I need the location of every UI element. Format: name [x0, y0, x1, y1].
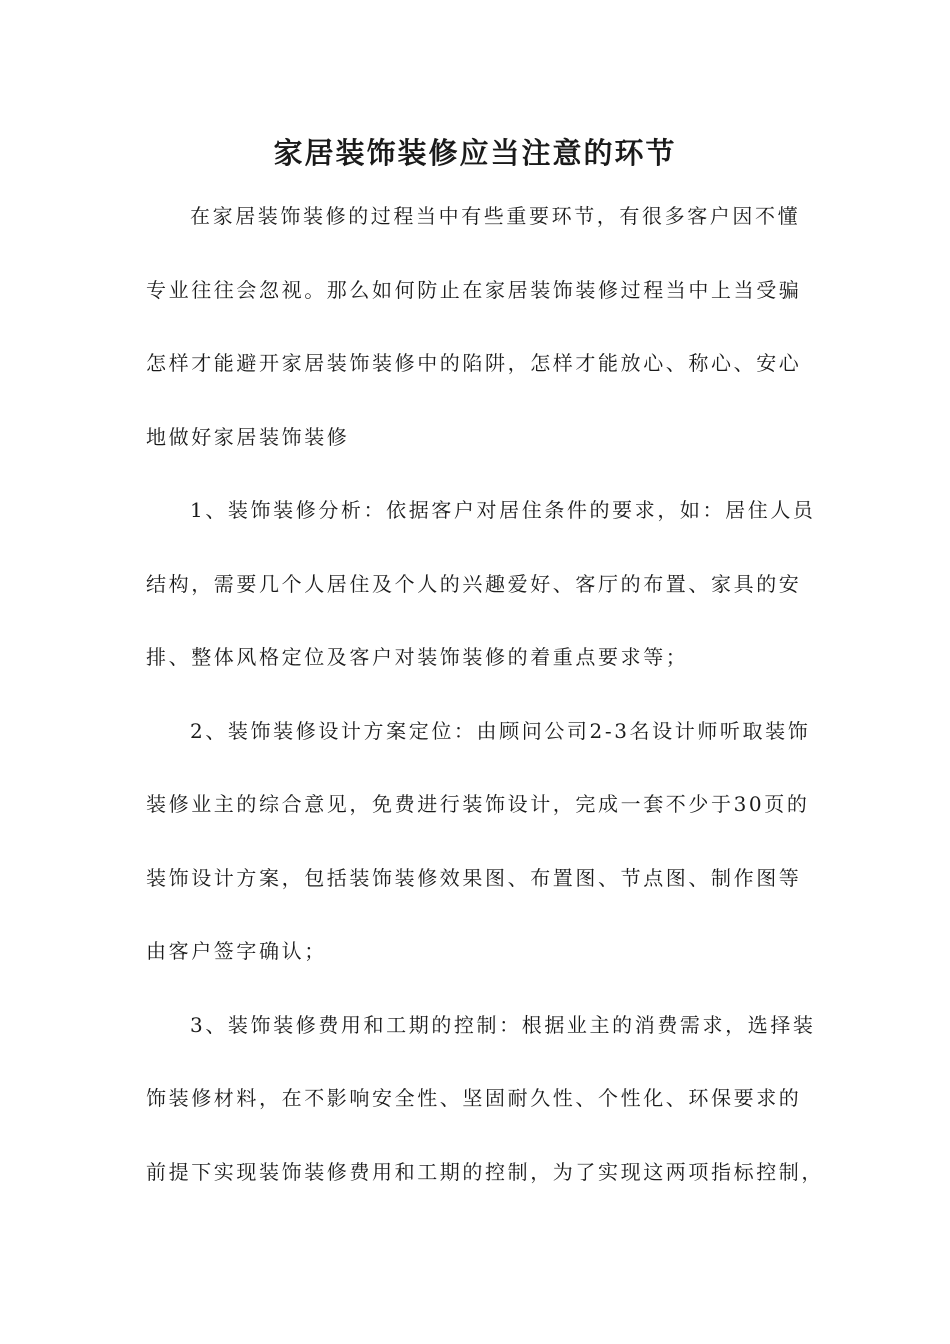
paragraph-2-line-2: 装修业主的综合意见，免费进行装饰设计，完成一套不少于30页的 — [146, 792, 810, 816]
paragraph-2-line-3: 装饰设计方案，包括装饰装修效果图、布置图、节点图、制作图等 — [146, 865, 802, 890]
paragraph-1-line-1: 1、装饰装修分析：依据客户对居住条件的要求，如：居住人员 — [190, 498, 816, 522]
paragraph-1-line-2: 结构，需要几个人居住及个人的兴趣爱好、客厅的布置、家具的安 — [146, 571, 802, 596]
paragraph-intro-line-4: 地做好家居装饰装修 — [146, 424, 350, 449]
paragraph-3-line-3: 前提下实现装饰装修费用和工期的控制，为了实现这两项指标控制， — [146, 1159, 824, 1184]
paragraph-3-line-2: 饰装修材料，在不影响安全性、坚固耐久性、个性化、环保要求的 — [146, 1086, 802, 1110]
paragraph-intro-line-3: 怎样才能避开家居装饰装修中的陷阱，怎样才能放心、称心、安心 — [146, 351, 802, 375]
paragraph-1-line-3: 排、整体风格定位及客户对装饰装修的着重点要求等； — [146, 645, 689, 669]
paragraph-3-line-1: 3、装饰装修费用和工期的控制：根据业主的消费需求，选择装 — [190, 1012, 816, 1037]
paragraph-intro-line-1: 在家居装饰装修的过程当中有些重要环节，有很多客户因不懂 — [190, 204, 801, 228]
document-body — [146, 180, 824, 1209]
document-title: 家居装饰装修应当注意的环节 — [273, 136, 677, 170]
paragraph-2-line-4: 由客户签字确认； — [146, 939, 327, 963]
paragraph-intro-line-2: 专业往往会忽视。那么如何防止在家居装饰装修过程当中上当受骗 — [146, 277, 802, 302]
paragraph-2-line-1: 2、装饰装修设计方案定位：由顾问公司2-3名设计师听取装饰 — [190, 718, 811, 743]
